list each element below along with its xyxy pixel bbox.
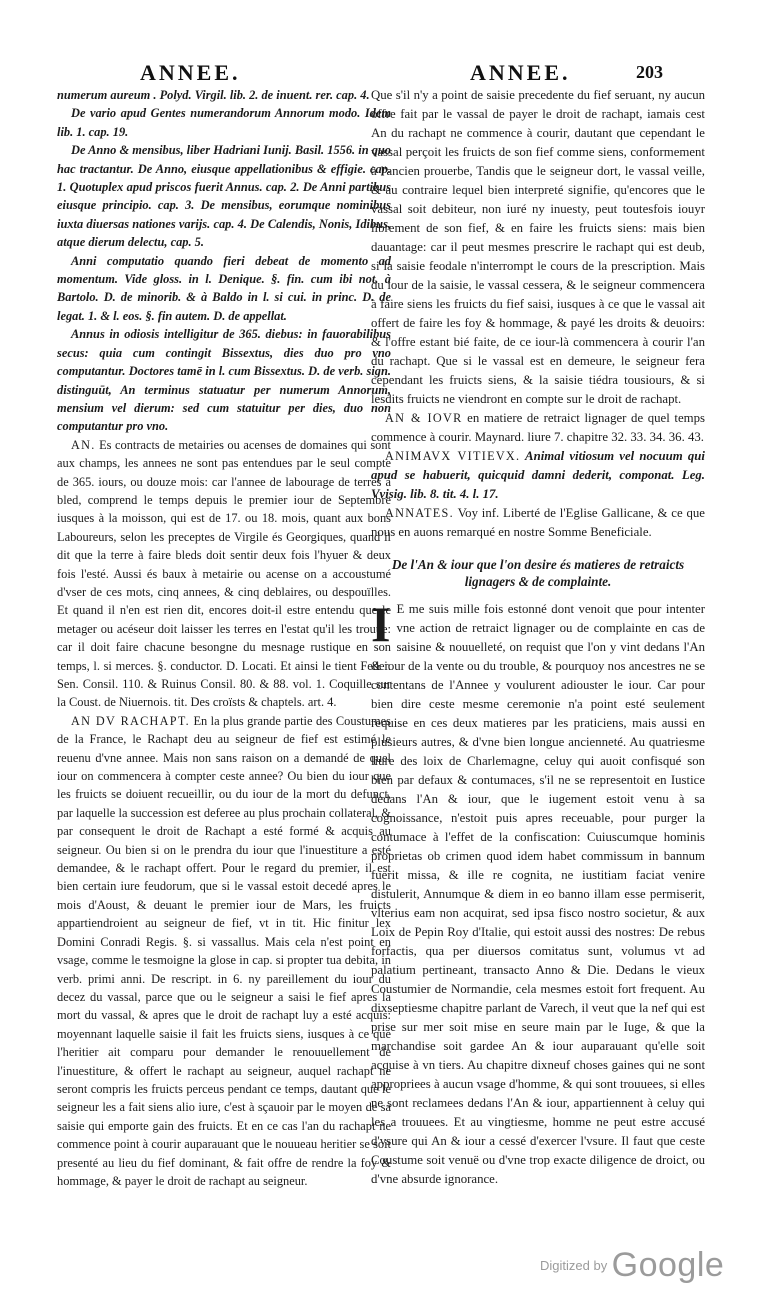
entry-text: Voy inf. Liberté de l'Eglise Gallicane, & ce que nous en auons remarqué en nostre Somme Beneficiale. — [371, 506, 705, 539]
entry-lead: AN & IOVR — [385, 411, 463, 425]
section-body-text: E me suis mille fois estonné dont venoit que pour intenter vne action de retraict lignager ou de complainte en cas de saisine & nouuelleté, on requist que l'on y vint dedans l'An & iour de la vente ou du trouble, & pourquoy nos ancestres ne se contentans de l'Annee y voulurent adiouster le iour. Car pour bien dire ceste mesme ceremonie n'a point esté seulement requise en ces deux matieres par les praticiens, mais aussi en plusieurs autres, & d'vne bien longue ancienneté. Au quatriesme liure des loix de Charlemagne, celuy qui auoit confisqué son bien par defaux & contumaces, s'il ne se representoit en Iustice dedans l'An & iour, que le iugement estoit venu à sa cognoissance, n'estoit puis apres receuable, pour purger la contumace à l'effet de la confiscation: Cuiuscumque hominis proprietas ob crimen quod idem habet commissum in bannum fuerit missa, & ille re cognita, ne iustitiam faciat venire distulerit, Annumque & diem in eo banno illam esse permiserit, vlterius eam non acquirat, sed ipsa fisco nostro societur, & aux Loix de Pepin Roy d'Italie, qui estoit aussi des nostres: De rebus forfactis, qua per diuersos comitatus sunt, volumus vt ad palatium pertineant, transacto Anno & Die. Dedans le vieux Coustumier de Normandie, cela mesmes estoit fort frequent. Au dixseptiesme chapitre parlant de Varech, il veut que la nef qui est prise sur mer soit mise en seure main par le Iuge, & que la marchandise soit gardee An & iour auparauant qu'elle soit acquise à vn tiers. Au chapitre dixneuf choses gaines qui ne sont appropriees à aucun vsage d'homme, & qui sont trouuees, si elles ne sont reclamees dedans l'An & iour, appartiennent à celuy qui les a trouuees. Et au vingtiesme, homme ne peut estre accusé d'vsure qui An & iour a cessé d'exercer l'vsure. Il faut que ceste Coustume soit venuë ou d'vne trop exacte diligence de droict, ou d'vne absurde ignorance. — [371, 602, 705, 1186]
left-paragraph-2: De vario apud Gentes numerandorum Annorum modo. Idem lib. 1. cap. 19. — [57, 106, 391, 139]
entry-text: en matiere de retraict lignager de quel temps commence à courir. Maynard. liure 7. chapitre 32. 33. 34. 36. 43. — [371, 411, 705, 444]
left-column — [57, 86, 391, 1190]
left-paragraph-4: Anni computatio quando fieri debeat de momento ad momentum. Vide gloss. in l. Denique. §. fin. cum ibi not. à Bartolo. D. de minorib. & à Baldo in l. si cui. in princ. D. de legat. 1. & l. eos. §. fin autem. D. de appellat. — [57, 253, 391, 323]
left-paragraph-1: numerum aureum . Polyd. Virgil. lib. 2. de inuent. rer. cap. 4. — [57, 88, 370, 102]
entry-an-du-rachapt — [57, 712, 391, 1191]
entry-animaux-vitieux — [371, 447, 705, 504]
drop-cap: I — [371, 596, 391, 652]
entry-text: Es contracts de metairies ou acenses de domaines qui sont aux champs, les annees ne sont pas entendues par le seul compte de 365. iours, ou douze mois: car l'annee de labourage de terres à bled, comprend le temps depuis le premier iour de Septembre iusques à la moisson, qui est de 17. ou 18. mois, quant aux bons Laboureurs, selon les preceptes de Virgile és Georgiques, quand il dit que la terre à faire bleds doit sentir deux fois l'hyuer & deux fois l'esté. Aussi és baux à metairie ou acense on a accoustumé d'vser de ces mots, cinq annees, & cinq deblaires, ou despouïlles. Et quand il n'en est rien dit, encores doit-il estre entendu que le metager ou acéseur doit laisser les terres en l'estat qu'il les trouue: car il doit faire chacune besongne du mesnage rustique en son temps, l. si merces. §. conductor. D. Locati. Et ainsi le tient Feder. Sen. Consil. 110. & Ruinus Consil. 80. & 88. vol. 1. Coquille sur la Coust. de Niuernois. tit. Des croïsts & chaptels. art. 4. — [57, 437, 391, 710]
entry-lead: AN DV RACHAPT. — [71, 713, 190, 728]
page-number: 203 — [636, 62, 663, 82]
google-logo: Google — [611, 1246, 725, 1284]
entry-lead: AN. — [71, 437, 96, 452]
right-paragraph-1: Que s'il n'y a point de saisie precedente du fief seruant, ny aucun offre fait par le vassal de payer le droit de rachapt, iamais cest An du rachapt ne commence à courir, dautant que cependant le vassal perçoit les fruicts de son fief comme siens, conformement à l'ancien prouerbe, Tandis que le seigneur dort, le vassal veille, & au contraire lequel bien interpreté signifie, qu'encores que le vassal soit debiteur, non iuré ny inuesty, peut toutesfois iouyr librement de son fief, & en faire les fruicts siens: mais bien dauantage: car il peut mesmes prescrire le rachapt qui est deub, si la saisie feodale n'interrompt le cours de la prescription. Mais du iour de la saisie, le vassal cessera, & le seigneur commencera à faire siens les fruicts du fief saisi, iusques à ce que le vassal ait offert de faire les foy & hommage, & payé les droits & deuoirs: & l'offre estant bié faite, de ce iour-là commencera à courir l'an du rachapt. Que si le vassal est en demeure, le seigneur fera cependant les fruicts siens, & la saisie tiédra tousiours, & si lesdits fruicts ne viendront en compte sur le droit de rachapt. — [371, 88, 705, 406]
entry-an-metairies — [57, 436, 391, 712]
running-head-left: ANNEE. — [140, 60, 241, 85]
section-heading: De l'An & iour que l'on desire és matieres de retraicts lignagers & de complainte. — [391, 557, 685, 589]
digitized-by-label: Digitized by — [540, 1258, 608, 1273]
entry-an-et-iour — [371, 409, 705, 447]
right-column — [371, 86, 705, 1189]
section-body — [371, 596, 705, 1189]
entry-text: Animal vitiosum vel nocuum qui apud se habuerit, quicquid damni dederit, componat. Leg. Vvisig. lib. 8. tit. 4. l. 17. — [371, 449, 705, 501]
running-head-right: ANNEE. — [470, 60, 571, 85]
left-paragraph-3: De Anno & mensibus, liber Hadriani Iunij. Basil. 1556. in quo hac tractantur. De Anno, eiusque appellationibus & effigie. cap. 1. Quotuplex apud priscos fuerit Annus. cap. 2. De Anni partibus eiusque principio. cap. 3. De mensibus, eorumque nominibus iuxta diuersas nationes varijs. cap. 4. De Calendis, Nonis, Idibus, atque dierum delectu, cap. 5. — [57, 143, 391, 250]
entry-annates — [371, 504, 705, 542]
left-paragraph-5: Annus in odiosis intelligitur de 365. diebus: in fauorabilibus secus: quia cum contingit Bissextus, dies duo pro vno computantur. Doctores tamē in l. cum Bissextus. D. de verb. sign. distinguūt, An terminus statuatur per numerum Annorum, mensium vel dierum: sed cum statuitur per dies, duo non computantur pro vno. — [57, 327, 391, 434]
digitized-watermark — [540, 1246, 724, 1285]
entry-text: En la plus grande partie des Coustumes de la France, le Rachapt deu au seigneur de fief est estimé le reuenu d'vne annee. Mais non sans raison on a demandé de quel iour on commencera à compter ceste annee? Ou bien du iour que les fruicts se doiuent recueillir, ou du iour de la mort du defunct, par laquelle la succession est deferee au plus prochain collateral, & par consequent le droit de Rachapt a esté formé & acquis au seigneur. Ou bien si on le prendra du iour que l'inuestiture a esté demandee, & le rachapt offert. Pour le regard du premier, il est bien certain iure feudorum, que si le vassal estoit decedé apres le mois d'Aoust, & deuant le premier iour de Mars, les fruicts appartiendroient au seigneur de fief, vt in tit. Hic finitur lex Domini Conradi Regis. §. si vassallus. Mais cela n'est point en vsage, comme le tesmoigne la glose in cap. si propter tua debita, in verb. primi anni. De rescript. in 6. ny pareillement du iour du decez du vassal, parce que ou le seigneur a saisi le fief apres la mort du vassal, & apres que le droit de rachapt luy a esté acquis: moyennant laquelle saisie il fait les fruicts siens, iusques à ce que l'heritier ait comparu pour demander le renouuellement de l'inuestiture, & offert le rachapt au seigneur, auquel rachapt ne seront compris les fruicts perceus pendant ce temps, dautant que le seigneur les a fait siens alio iure, c'est à sçauoir par le moyen de sa saisie qui emporte gain des fruicts. Et en ce cas l'an du rachapt ne commence point à courir auparauant que le nouueau heritier se soit presenté au lieu du fief dominant, & fait offre de rendre la foy & hommage, & payer le droit de rachapt au seigneur. — [57, 713, 391, 1188]
entry-lead: ANIMAVX VITIEVX. — [385, 449, 521, 463]
entry-lead: ANNATES. — [385, 506, 454, 520]
